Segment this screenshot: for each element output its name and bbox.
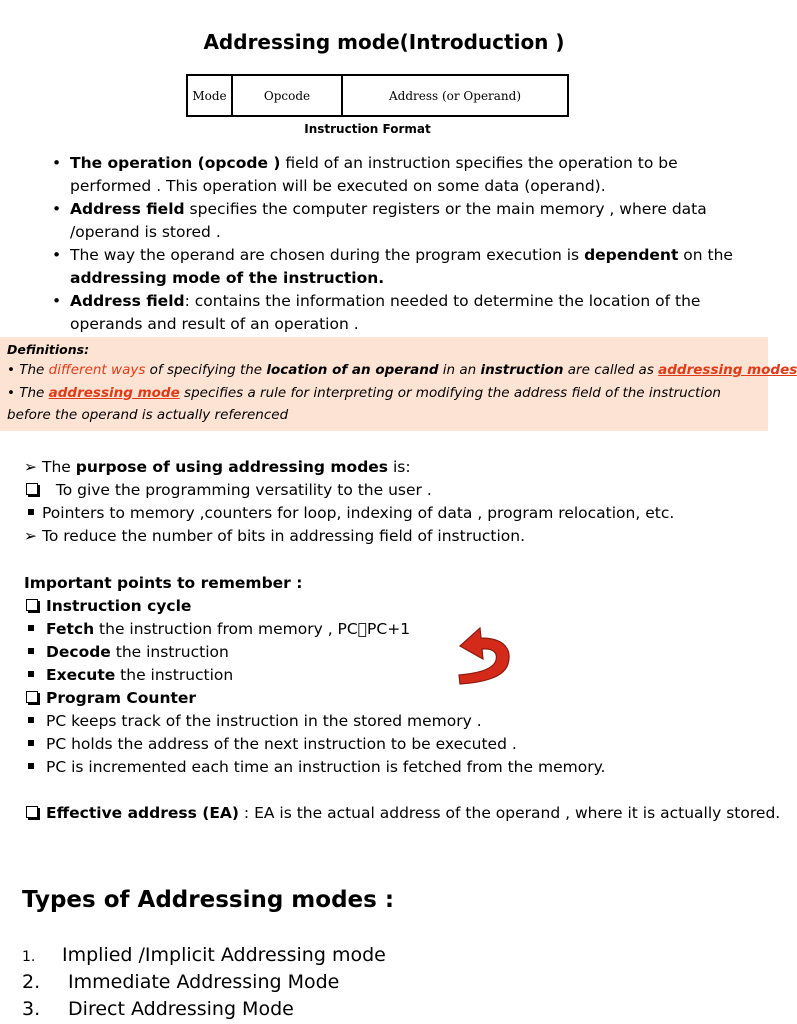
purpose-line-2: To give the programming versatility to the user .: [26, 479, 432, 501]
square-bullet-icon: [28, 648, 34, 654]
square-bullet-icon: [28, 625, 34, 631]
square-bullet-icon: [28, 740, 34, 746]
definition-line-2: • The addressing mode specifies a rule for interpreting or modifying the address field of the instruction: [7, 384, 721, 401]
list-item: • Address field specifies the computer registers or the main memory , where data /operand is stored .: [52, 200, 707, 241]
program-counter-heading: Program Counter: [26, 687, 196, 709]
purpose-line-3: Pointers to memory ,counters for loop, indexing of data , program relocation, etc.: [26, 502, 674, 524]
format-caption: Instruction Format: [304, 122, 431, 136]
list-item: 1. Implied /Implicit Addressing mode: [22, 944, 386, 966]
purpose-line-1: ➢ The purpose of using addressing modes is:: [24, 458, 411, 476]
definition-line-1: • The different ways of specifying the location of an operand in an instruction are called as addressing modes: [7, 362, 797, 378]
effective-address-line: Effective address (EA) : EA is the actual address of the operand , where it is actually stored.: [26, 802, 780, 824]
arrowhead-icon: ➢: [24, 527, 37, 545]
square-bullet-icon: [28, 717, 34, 723]
important-heading: Important points to remember :: [24, 574, 303, 592]
intro-bullet-list: [50, 152, 750, 336]
definitions-heading: Definitions:: [7, 342, 90, 357]
square-bullet-icon: [28, 509, 34, 515]
definition-line-3: before the operand is actually referenced: [7, 407, 289, 423]
arrowhead-icon: ➢: [24, 458, 37, 476]
list-item: • Address field: contains the information needed to determine the location of the operands and result of an operation .: [52, 292, 701, 333]
checkbox-bullet-icon: [26, 691, 38, 703]
instruction-cycle-heading: Instruction cycle: [26, 595, 191, 617]
definitions-box: [0, 337, 797, 431]
purpose-line-4: ➢ To reduce the number of bits in addressing field of instruction.: [24, 527, 526, 545]
checkbox-bullet-icon: [26, 806, 38, 818]
curved-arrow-icon: [450, 620, 540, 690]
square-bullet-icon: [28, 763, 34, 769]
pc-line-3: PC is incremented each time an instruction is fetched from the memory.: [26, 756, 605, 778]
list-item: 3. Direct Addressing Mode: [22, 998, 294, 1020]
types-heading: Types of Addressing modes :: [22, 887, 395, 913]
decode-line: Decode the instruction: [26, 641, 229, 663]
pc-line-2: PC holds the address of the next instruction to be executed .: [26, 733, 517, 755]
list-item: • The operation (opcode ) field of an instruction specifies the operation to be performed . This operation will be executed on some data (operand).: [52, 154, 678, 195]
execute-line: Execute the instruction: [26, 664, 233, 686]
page-title: Addressing mode(Introduction ): [203, 30, 565, 54]
pc-line-1: PC keeps track of the instruction in the stored memory .: [26, 710, 482, 732]
list-item: • The way the operand are chosen during the program execution is dependent on the addressing mode of the instruction.: [52, 246, 733, 287]
square-bullet-icon: [28, 671, 34, 677]
checkbox-bullet-icon: [26, 599, 38, 611]
format-cell-address: Address (or Operand): [388, 88, 522, 103]
fetch-line: Fetch the instruction from memory , PC PC+1: [26, 618, 410, 640]
checkbox-bullet-icon: [26, 483, 38, 495]
list-item: 2. Immediate Addressing Mode: [22, 971, 340, 993]
instruction-format-table: [186, 74, 569, 117]
format-cell-mode: Mode: [188, 76, 233, 115]
format-cell-opcode: Opcode: [233, 76, 343, 115]
